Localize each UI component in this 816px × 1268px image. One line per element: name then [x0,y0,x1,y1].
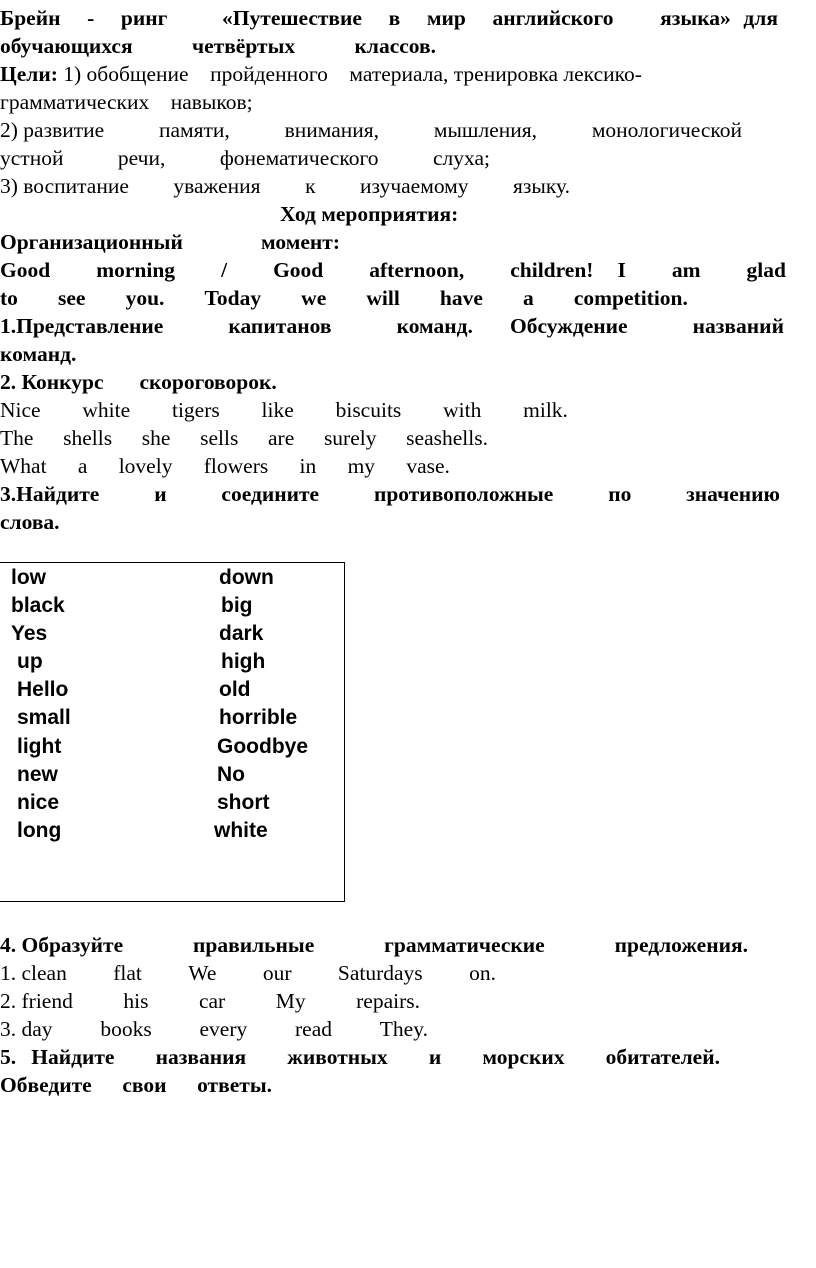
goals-word: речи, [117,146,166,170]
task5-word: ответы. [197,1073,272,1097]
tt-word: surely [323,426,377,450]
tt-word: are [268,426,295,450]
task1-word: 1.Представление [0,314,164,338]
title-word: в [388,6,401,30]
left-word: Hello [17,678,69,701]
task3-line-2: слова. [0,510,60,534]
right-word: short [217,791,270,814]
title-word: английского [492,6,614,30]
task1-word: команд. [396,314,473,338]
task5-word: Найдите [31,1045,115,1069]
task1-word: названий [692,314,784,338]
task4-word: every [199,1017,248,1041]
goals-word: мышления, [433,118,538,142]
goals-line-2: грамматических навыков; [0,90,253,114]
org-word: we [301,286,327,310]
task3-word: и [154,482,167,506]
right-word: big [221,594,253,617]
tt-word: she [141,426,171,450]
tt-word: flowers [203,454,269,478]
title-word: обучающихся [0,34,133,58]
tt-word: The [0,426,34,450]
tt-word: biscuits [335,398,402,422]
org-word: afternoon, [369,258,465,282]
goals-word: монологической [591,118,742,142]
org-word: a [522,286,534,310]
goals-label: Цели: [0,62,58,86]
task4-heading [0,931,748,959]
task3-word: значению [686,482,780,506]
org-heading-word: момент: [261,230,340,254]
task4-word: My [275,989,306,1013]
task3-word: противоположные [373,482,554,506]
goals-word: устной [0,146,64,170]
task5-word: Обведите [0,1073,92,1097]
task4-word: They. [379,1017,428,1041]
org-word: Good [0,258,51,282]
title-word: четвёртых [191,34,296,58]
task1-line-2: команд. [0,342,77,366]
tt-word: a [77,454,88,478]
right-word: Goodbye [217,735,309,758]
title-word: для [743,6,778,30]
org-word: / [221,258,228,282]
right-word: high [221,650,266,673]
task5-word: свои [122,1073,167,1097]
tt-word: my [347,454,376,478]
org-word: glad [746,258,786,282]
left-word: long [17,819,62,842]
task3-word: 3.Найдите [0,482,100,506]
right-word: down [219,566,274,589]
right-word: old [219,678,251,701]
goals-line-3 [0,116,742,144]
task5-word: названия [155,1045,247,1069]
goals-word: 3) воспитание [0,174,129,198]
task4-heading-word: 4. Образуйте [0,933,124,957]
task3-word: соедините [221,482,320,506]
tt-word: lovely [118,454,173,478]
tt-word: like [261,398,294,422]
left-word: Yes [11,622,48,645]
org-line-2 [0,284,688,312]
task4-word: We [188,961,217,985]
tt-word: white [82,398,131,422]
task5-word: морских [482,1045,565,1069]
goals-text: 1) обобщение пройденного материала, тренировка лексико- [63,62,642,86]
goals-word: фонематического [219,146,379,170]
task4-word: repairs. [356,989,420,1013]
org-heading [0,228,340,256]
title-word: мир [426,6,466,30]
title-word: - [87,6,95,30]
task3-word: по [608,482,632,506]
goals-line-5 [0,172,570,200]
goals-word: к [305,174,316,198]
title-word: Брейн [0,6,61,30]
org-line-1 [0,256,786,284]
task2-heading-word: скороговорок. [139,370,277,394]
tt-word: in [299,454,317,478]
task5-line-2 [0,1071,272,1099]
right-word: No [217,763,245,786]
title-word: ринг [120,6,168,30]
task4-item-2 [0,987,420,1015]
task4-word: flat [113,961,142,985]
task4-word: read [295,1017,333,1041]
task4-word: his [123,989,149,1013]
tongue-twister-3 [0,452,450,480]
right-word: horrible [219,706,298,729]
tt-word: shells [63,426,113,450]
title-word: классов. [354,34,436,58]
title-line-2 [0,32,436,60]
task3-line-1 [0,480,780,508]
goals-word: памяти, [158,118,230,142]
org-word: Good [273,258,324,282]
tt-word: tigers [171,398,220,422]
progress-heading: Ход мероприятия: [280,202,459,226]
title-word: языка» [660,6,731,30]
org-word: morning [96,258,176,282]
task4-word: 2. friend [0,989,73,1013]
tt-word: with [443,398,482,422]
goals-line-1 [0,60,642,88]
goals-word: 2) развитие [0,118,105,142]
left-word: black [11,594,65,617]
left-word: up [17,650,43,673]
task4-heading-word: предложения. [614,933,748,957]
org-word: Today [204,286,262,310]
task4-word: our [262,961,292,985]
task2-heading [0,368,277,396]
task5-word: обитателей. [605,1045,720,1069]
task5-word: и [428,1045,442,1069]
org-word: am [671,258,701,282]
task4-word: books [100,1017,152,1041]
org-word: see [58,286,86,310]
task4-word: on. [469,961,496,985]
goals-word: слуха; [432,146,490,170]
goals-word: уважения [173,174,261,198]
task5-line-1 [0,1043,720,1071]
task5-word: 5. [0,1045,17,1069]
task4-item-1 [0,959,496,987]
task1-line-1 [0,312,784,340]
org-word: I [617,258,626,282]
task4-heading-word: правильные [193,933,315,957]
title-line-1 [0,4,778,32]
tt-word: vase. [406,454,450,478]
task1-word: Обсуждение [510,314,628,338]
tongue-twister-2 [0,424,488,452]
task5-word: животных [287,1045,388,1069]
task4-item-3 [0,1015,428,1043]
task2-heading-word: 2. Конкурс [0,370,104,394]
tt-word: What [0,454,47,478]
tt-word: seashells. [406,426,488,450]
tongue-twister-1 [0,396,568,424]
left-word: new [17,763,58,786]
task4-heading-word: грамматические [384,933,545,957]
left-word: nice [17,791,60,814]
task4-word: 3. day [0,1017,53,1041]
tt-word: milk. [523,398,568,422]
goals-word: внимания, [284,118,380,142]
org-word: will [366,286,400,310]
goals-word: языку. [513,174,570,198]
left-word: low [11,566,46,589]
org-word: competition. [573,286,688,310]
org-heading-word: Организационный [0,230,183,254]
org-word: children! [510,258,594,282]
task4-word: Saturdays [337,961,423,985]
tt-word: sells [200,426,239,450]
left-word: small [17,706,71,729]
org-word: you. [125,286,165,310]
right-word: white [214,819,268,842]
tt-word: Nice [0,398,41,422]
org-word: have [439,286,483,310]
task4-word: car [198,989,226,1013]
task4-word: 1. clean [0,961,67,985]
org-word: to [0,286,18,310]
goals-word: изучаемому [360,174,469,198]
title-word: «Путешествие [222,6,362,30]
task1-word: капитанов [228,314,332,338]
left-word: light [17,735,62,758]
goals-line-4 [0,144,490,172]
right-word: dark [219,622,264,645]
